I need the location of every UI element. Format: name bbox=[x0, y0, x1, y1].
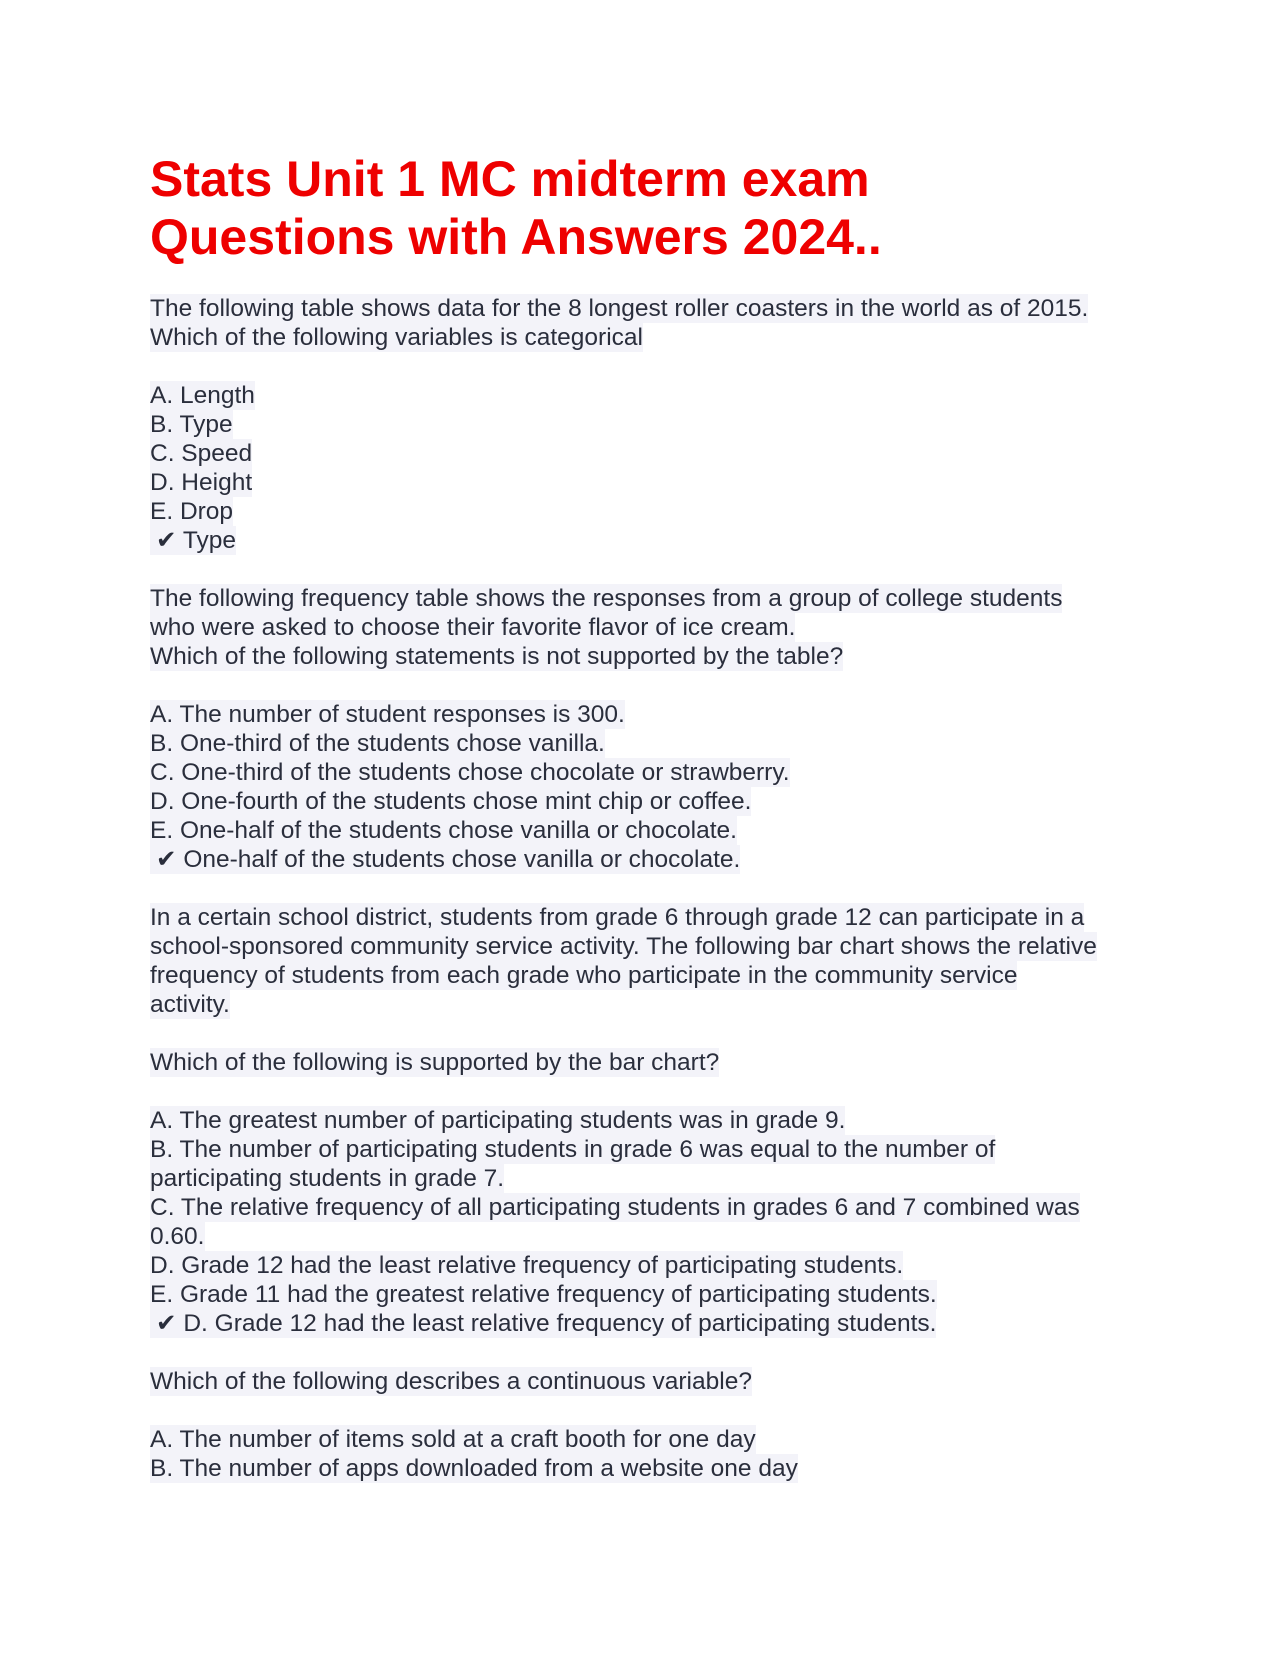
question-4-prompt-block bbox=[150, 1367, 1150, 1396]
question-1-option-a: A. Length bbox=[150, 382, 255, 409]
question-3-line-1: In a certain school district, students from grade 6 through grade 12 can participate in a bbox=[150, 904, 1085, 931]
document-page bbox=[150, 150, 1150, 1512]
question-2-option-d: D. One-fourth of the students chose mint chip or coffee. bbox=[150, 788, 752, 815]
question-3-prompt-block bbox=[150, 1048, 1150, 1077]
question-2-option-b: B. One-third of the students chose vanilla. bbox=[150, 730, 605, 757]
question-1-option-b: B. Type bbox=[150, 411, 233, 438]
question-3-prompt: Which of the following is supported by the bar chart? bbox=[150, 1049, 720, 1076]
title-line-1: Stats Unit 1 MC midterm exam bbox=[150, 151, 870, 207]
question-2-line-1: The following frequency table shows the responses from a group of college students bbox=[150, 585, 1063, 612]
question-3-option-b-cont: participating students in grade 7. bbox=[150, 1165, 505, 1192]
question-1-option-c: C. Speed bbox=[150, 440, 253, 467]
question-2-option-e: E. One-half of the students chose vanilla or chocolate. bbox=[150, 817, 737, 844]
question-2-line-2: who were asked to choose their favorite flavor of ice cream. bbox=[150, 614, 796, 641]
question-1-line-2: Which of the following variables is categorical bbox=[150, 324, 643, 351]
question-2-options bbox=[150, 700, 1150, 874]
question-3-line-3: frequency of students from each grade who participate in the community service bbox=[150, 962, 1018, 989]
question-3-option-c-cont: 0.60. bbox=[150, 1223, 205, 1250]
question-4-option-b: B. The number of apps downloaded from a website one day bbox=[150, 1455, 798, 1482]
question-3-options bbox=[150, 1106, 1150, 1338]
question-1-line-1: The following table shows data for the 8 longest roller coasters in the world as of 2015. bbox=[150, 295, 1089, 322]
question-2-stem bbox=[150, 584, 1150, 671]
question-3-option-b: B. The number of participating students in grade 6 was equal to the number of bbox=[150, 1136, 996, 1163]
question-1-option-e: E. Drop bbox=[150, 498, 234, 525]
question-3-line-4: activity. bbox=[150, 991, 230, 1018]
question-2-option-c: C. One-third of the students chose chocolate or strawberry. bbox=[150, 759, 790, 786]
document-title bbox=[150, 150, 1150, 266]
question-3-line-2: school-sponsored community service activity. The following bar chart shows the relative bbox=[150, 933, 1097, 960]
question-1-stem bbox=[150, 294, 1150, 352]
question-3-option-a: A. The greatest number of participating students was in grade 9. bbox=[150, 1107, 846, 1134]
question-2-option-a: A. The number of student responses is 300. bbox=[150, 701, 625, 728]
question-4-options bbox=[150, 1425, 1150, 1483]
question-3-answer: ✔ D. Grade 12 had the least relative frequency of participating students. bbox=[150, 1309, 936, 1338]
title-line-2: Questions with Answers 2024.. bbox=[150, 209, 882, 265]
question-4-prompt: Which of the following describes a continuous variable? bbox=[150, 1368, 752, 1395]
question-3-option-d: D. Grade 12 had the least relative frequency of participating students. bbox=[150, 1252, 904, 1279]
question-4-option-a: A. The number of items sold at a craft booth for one day bbox=[150, 1426, 756, 1453]
question-2-line-3: Which of the following statements is not supported by the table? bbox=[150, 643, 844, 670]
question-2-answer: ✔ One-half of the students chose vanilla or chocolate. bbox=[150, 845, 740, 874]
question-3-option-e: E. Grade 11 had the greatest relative frequency of participating students. bbox=[150, 1281, 937, 1308]
question-3-option-c: C. The relative frequency of all participating students in grades 6 and 7 combined was bbox=[150, 1194, 1080, 1221]
question-1-option-d: D. Height bbox=[150, 469, 253, 496]
question-1-options bbox=[150, 381, 1150, 555]
question-3-stem bbox=[150, 903, 1150, 1019]
question-1-answer: ✔ Type bbox=[150, 526, 236, 555]
